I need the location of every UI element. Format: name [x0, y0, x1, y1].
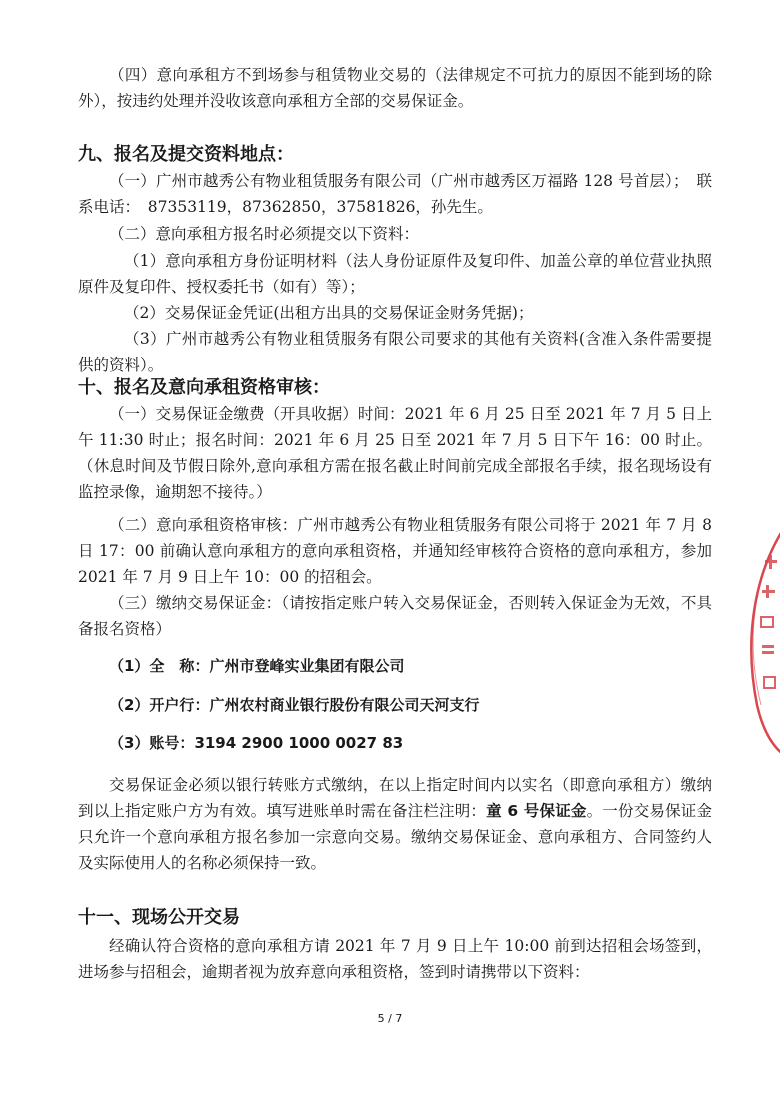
paragraph-11: 经确认符合资格的意向承租方请 2021 年 7 月 9 日上午 10:00 前到达招租会场签到，进场参与招租会，逾期者视为放弃意向承租资格，签到时请携带以下资料： — [78, 937, 712, 981]
deposit-remark: 童 6 号保证金 — [486, 802, 587, 820]
deposit-text-a: 交易保证金必须以银行转账方式缴纳，在以上指定时间内以实名（即意向承租方）缴纳到以上指定账户方为有效。填写进账单时需在备注栏注明： — [78, 776, 712, 820]
account-number: （3）账号：3194 2900 1000 0027 83 — [109, 734, 404, 752]
paragraph-9-2-3: （3）广州市越秀公有物业租赁服务有限公司要求的其他有关资料(含准入条件需要提供的资料）。 — [78, 330, 712, 374]
paragraph-item-4: （四）意向承租方不到场参与租赁物业交易的（法律规定不可抗力的原因不能到场的除外），按违约处理并没收该意向承租方全部的交易保证金。 — [78, 66, 712, 110]
account-bank: （2）开户行：广州农村商业银行股份有限公司天河支行 — [109, 696, 480, 714]
seal-stamp-icon — [735, 505, 780, 765]
paragraph-10-2: （二）意向承租资格审核：广州市越秀公有物业租赁服务有限公司将于 2021 年 7 月 8 日 17：00 前确认意向承租方的意向承租资格，并通知经审核符合资格的意向承租方，参加 2021 年 7 月 9 日上午 10：00 的招租会。 — [78, 516, 712, 586]
account-name: （1）全 称：广州市登峰实业集团有限公司 — [109, 657, 405, 675]
paragraph-10-3: （三）缴纳交易保证金：（请按指定账户转入交易保证金，否则转入保证金为无效，不具备报名资格） — [78, 594, 712, 638]
heading-section-10: 十、报名及意向承租资格审核： — [78, 377, 330, 398]
deposit-paragraph — [78, 772, 712, 876]
heading-section-11: 十一、现场公开交易 — [78, 907, 240, 928]
paragraph-9-2-1: （1）意向承租方身份证明材料（法人身份证原件及复印件、加盖公章的单位营业执照原件及复印件、授权委托书（如有）等）； — [78, 252, 712, 296]
deposit-text-b: 。一份交易保证金只允许一个意向承租方报名参加一宗意向交易。缴纳交易保证金、意向承租方、合同签约人及实际使用人的名称必须保持一致。 — [78, 802, 712, 872]
paragraph-10-1: （一）交易保证金缴费（开具收据）时间：2021 年 6 月 25 日至 2021 年 7 月 5 日上午 11:30 时止；报名时间：2021 年 6 月 25 日至 2021 年 7 月 5 日下午 16：00 时止。（休息时间及节假日除外,意向承租方需在报名截止时间前完成全部报名手续，报名现场设有监控录像，逾期恕不接待。） — [78, 405, 712, 501]
paragraph-9-2-2: （2）交易保证金凭证(出租方出具的交易保证金财务凭据)； — [124, 304, 534, 322]
page-number: 5 / 7 — [377, 1012, 403, 1025]
heading-section-9: 九、报名及提交资料地点： — [78, 144, 294, 165]
paragraph-9-1: （一）广州市越秀公有物业租赁服务有限公司（广州市越秀区万福路 128 号首层）； 联系电话： 87353119，87362850，37581826，孙先生。 — [78, 172, 712, 216]
paragraph-9-2: （二）意向承租方报名时必须提交以下资料： — [109, 225, 420, 243]
